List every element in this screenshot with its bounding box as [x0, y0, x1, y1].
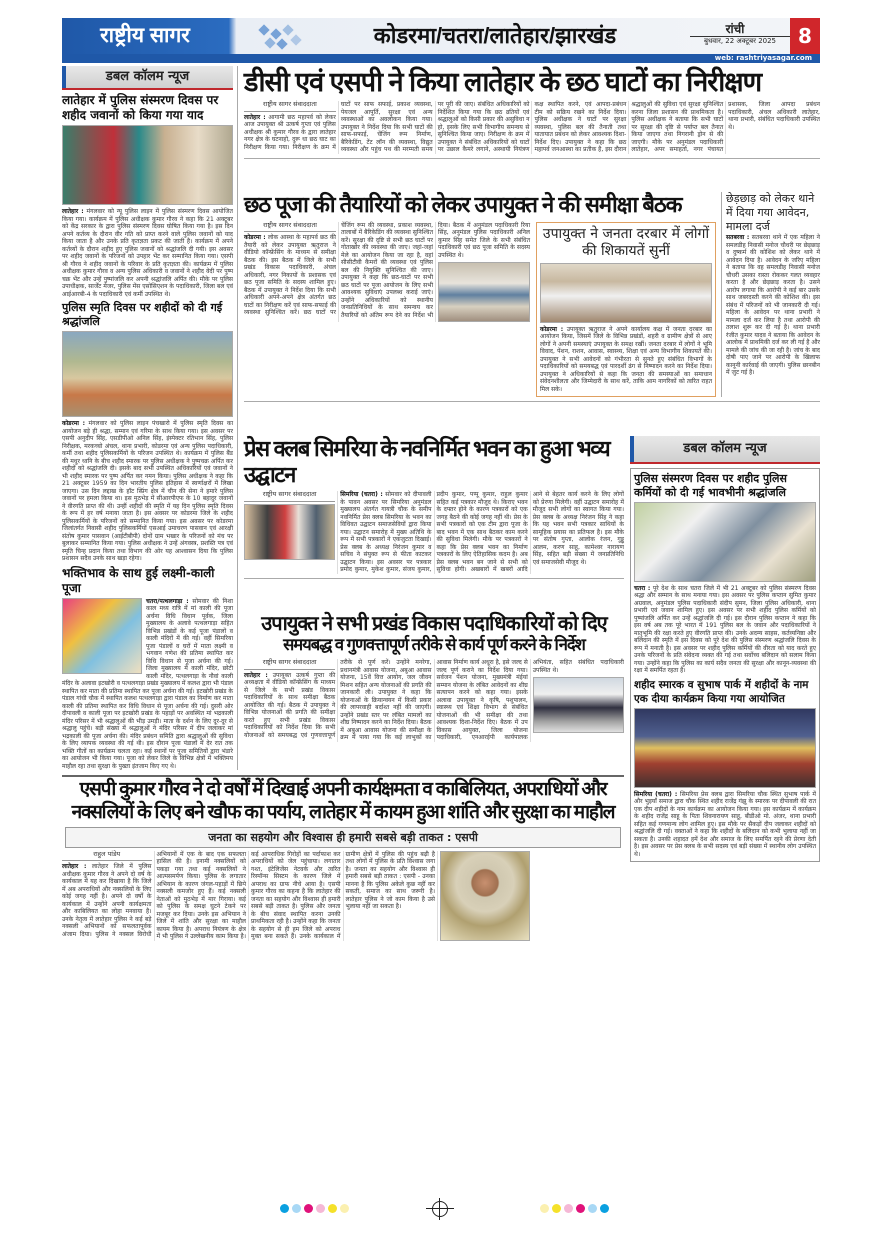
body-text: लातेहार जिले में पुलिस अधीक्षक कुमार गौरव ने अपने दो वर्ष के कार्यकाल में यह कर दिखाया है कि जिले में अब अपराधियों और नक्सलियों के लिए कोई जगह नहीं है। अपने दो वर्षों के कार्यकाल में उन्होंने अपनी कार्यक्षमता और काबिलियत का लोहा मनवाया है। उनके नेतृत्व में लातेहार पुलिस ने कई बड़े नक्सली अभियानों को सफलतापूर्वक अंजाम दिया। पुलिस ने नक्सल विरोधी अभियानों में एक के बाद एक सफलता हासिल की है। इनामी नक्सलियों को पकड़ा गया तथा कई नक्सलियों ने आत्मसमर्पण किया। पुलिस के लगातार अभियान के कारण जंगल-पहाड़ों में छिपे नक्सली कमजोर हुए हैं। कई नक्सली नेताओं को मुठभेड़ में मार गिराया। कई को पुलिस के समक्ष घुटने टेकने पर मजबूर कर दिया। उनके इस अभियान ने जिले में शांति और सुरक्षा का माहौल कायम किया है। अपराध नियंत्रण के क्षेत्र में भी पुलिस ने उल्लेखनीय काम किया है। कई आपराधिक गिरोहों का पर्दाफाश कर अपराधियों को जेल पहुंचाया। लगातार गश्त, इंटेलिजेंस नेटवर्क और त्वरित रिस्पॉन्स सिस्टम के कारण जिले में अपराध का ग्राफ नीचे आया है। एसपी कुमार गौरव का कहना है कि लातेहार की जनता का सहयोग और विश्वास ही हमारी सबसे बड़ी ताकत है। पुलिस और जनता के बीच संवाद स्थापित करना उनकी प्राथमिकता रही है। उन्होंने कहा कि जनता के सहयोग से ही हम जिले को अपराध मुक्त बना सकते हैं। उनके कार्यकाल में ग्रामीण क्षेत्रों में पुलिस की पहुंच बढ़ी है तथा लोगों में पुलिस के प्रति विश्वास जगा है। जनता का सहयोग और विश्वास ही हमारी सबसे बड़ी ताकत : एसपी - उनका मानना है कि पुलिस अकेले कुछ नहीं कर सकती, समाज का साथ जरूरी है। लातेहार पुलिस ने जो काम किया है उसे भुलाया नहीं जा सकता है। [62, 850, 435, 941]
article-body [244, 101, 820, 154]
subheadline: जनता का सहयोग और विश्वास ही हमारी सबसे बड़ी ताकत : एसपी [65, 827, 621, 848]
decorative-diamonds-icon [258, 24, 308, 50]
byline: राष्ट्रीय सागर संवाददाता [244, 222, 336, 233]
lead-headline: डीसी एवं एसपी ने किया लातेहार के छठ घाटों का निरीक्षण [244, 67, 762, 97]
sp-article [62, 775, 624, 941]
edition-city: रांची [725, 22, 745, 36]
body-text: सिमरिया प्रेस क्लब द्वारा सिमरिया चौक स्थित सुभाष पार्क में और भुइयाँ समाज द्वारा चौक स्थित शहीद राजेंद्र गंझू के स्मारक पर दीपावली की रात एक दीप शहीदों के नाम कार्यक्रम का आयोजन किया गया। इस कार्यक्रम में कार्यक्रम के शहीद राजेंद्र साहू के पिता शिवनारायण साहू, बीडीओ मो. अंजर, थाना प्रभारी सहित कई गणमान्य लोग शामिल हुए। इस मौके पर सैकड़ों दीप जलाकर शहीदों को श्रद्धांजलि दी गई। वक्ताओं ने कहा कि शहीदों के बलिदान को कभी भुलाया नहीं जा सकता है। उनकी शहादत हमें देश और समाज के लिए समर्पित रहने की प्रेरणा देती है। इस अवसर पर प्रेस क्लब के सभी सदस्य एवं बड़ी संख्या में स्थानीय लोग उपस्थित थे। [634, 790, 816, 858]
article-photo [62, 125, 233, 205]
article-headline: भक्तिभाव के साथ हुई लक्ष्मी-काली पूजा [62, 565, 215, 595]
article-photo [634, 708, 816, 788]
article-photo [62, 331, 233, 417]
body-text: सोमवार को दीपावली के पावन अवसर पर सिमरिया अनुमंडल मुख्यालय अंतर्गत गायत्री चौक के समीप नवनिर्मित प्रेस क्लब सिमरिया के भवन का विधिवत उद्घाटन समाजसेवियों द्वारा किया गया। उद्घाटन समारोह में मुख्य अतिथि के रूप में सभी पत्रकारों ने एकजुटता दिखाई। प्रेस क्लब के अध्यक्ष निरंजन कुमार व सचिव ने संयुक्त रूप से फीता काटकर उद्घाटन किया। इस अवसर पर पत्रकार प्रमोद कुमार, मुकेश कुमार, संजय कुमार, प्रदीप कुमार, पप्पू कुमार, राहुल कुमार सहित कई पत्रकार मौजूद थे। किराए भवन के दफ्तर होने के कारण पत्रकारों को एक जगह बैठने की कोई जगह नहीं थी। प्रेस के सभी पत्रकारों को एक टीम द्वारा पूजा के बाद भवन में एक साथ बैठकर काम करने की सुविधा मिलेगी। मौके पर पत्रकारों ने कहा कि प्रेस क्लब भवन का निर्माण पत्रकारों के लिए ऐतिहासिक कदम है। अब प्रेस क्लब भवन बन जाने से सभी को सुविधा होगी। अखबारों में खबरों आदि आने से बेहतर कार्य करने के लिए लोगों को प्रेरणा मिलेगी। वहीं उद्घाटन समारोह में मौजूद सभी लोगों का स्वागत किया गया। प्रेस क्लब के अध्यक्ष निरंजन सिंह ने कहा कि यह भवन सभी पत्रकार साथियों के सामूहिक प्रयास का प्रतिफल है। इस मौके पर संतोष गुप्ता, आलोक रंजन, गुड्डू आलम, करण साहू, कामेश्वर नारायण सिंह, सहित बड़ी संख्या में जनप्रतिनिधि एवं समाजसेवी मौजूद थे। [340, 491, 624, 574]
body-text: सोमवार की निशा काल मध्य रात्रि में मां काली की पूजा अर्चना विधि विधान पूर्वक, जिला मुख्यालय के अलावे पत्थलगाड़ा सहित विभिन्न प्रखंडों के कई पूजा पंडालों व काली मंदिरों में की गई। वहीं सिमरिया पूजा पंडालों व घरों में माता लक्ष्मी व भगवान गणेश की प्रतिमा स्थापित कर विधि विधान से पूजा अर्चना की गई। जिला मुख्यालय में काली मंदिर, छोटी काली मंदिर, पत्थलगाड़ा के नौवां काली मंदिर के अलावा इटखोरी व पत्थलगाड़ा प्रखंड मुख्यालय में कलश द्वारा भी पंडाल स्थापित कर माता की प्रतिमा स्थापित कर पूजा अर्चना की गई। इटखोरी प्रखंड के पंडाल गांधी चौक में स्थापित कलश पत्थलगाड़ा द्वारा पंडाल का निर्माण कर माता काली की प्रतिमा स्थापित कर विधि विधान से पूजा अर्चना की गई। दुसरी ओर दीपावली व काली पूजा पर इटखोरी प्रखंड के पहाड़ों पर अवस्थित मां भद्रकाली मंदिर परिसर में भी श्रद्धालुओं की भीड़ उमड़ी। माता के दर्शन के लिए दूर-दूर से श्रद्धालु पहुंचे। बड़ी संख्या में श्रद्धालुओं ने मंदिर परिसर में दीप जलाकर मां भद्रकाली की पूजा अर्चना की। मंदिर प्रबंधन समिति द्वारा श्रद्धालुओं की सुविधा के लिए व्यापक व्यवस्था की गई थी। इस दौरान पूजा पंडालों में देर रात तक भक्ति गीतों का कार्यक्रम चलता रहा। कई स्थानों पर पूजा समितियों द्वारा भंडारे का आयोजन भी किया गया। पूजा को लेकर जिले के विभिन्न क्षेत्रों में भक्तिमय माहौल रहा तथा सुरक्षा के पुख्ता इंतजाम किए गए थे। [62, 597, 233, 770]
color-registration-dot [340, 1204, 349, 1213]
article-photo [244, 504, 335, 560]
website-link[interactable]: web: rashtriyasagar.com [62, 54, 820, 63]
lead-article [244, 66, 820, 159]
double-column-banner: डबल कॉलम न्यूज [62, 66, 233, 90]
section-title: कोडरमा/चतरा/लातेहार/झारखंड [373, 23, 617, 48]
body-text: उपायुक्त ऋतुराज ने अपने कार्यालय कक्ष में जनता दरबार का आयोजन किया, जिसमें जिले के विभिन्न प्रखंडों, शहरी व ग्रामीण क्षेत्रों से आए लोगों ने अपनी समस्याएं उपायुक्त के समक्ष रखीं। जनता दरबार में लोगों ने भूमि विवाद, पेंशन, राशन, आवास, स्वास्थ्य, शिक्षा एवं अन्य विभागीय शिकायतें की। उपायुक्त ने सभी आवेदनों को गंभीरता से सुनते हुए संबंधित विभागों के पदाधिकारियों को समयबद्ध एवं पारदर्शी ढंग से निष्पादन करने का निर्देश दिया। उपायुक्त ने अधिकारियों से कहा कि जनता की समस्याओं का समाधान संवेदनशीलता और जिम्मेदारी के साथ करें, ताकि आम नागरिकों को त्वरित राहत मिल सके। [540, 325, 712, 393]
article-headline: पुलिस संस्मरण दिवस पर शहीद पुलिस कर्मियों को दी गई भावभीनी श्रद्धांजलि [634, 471, 787, 499]
article-photo [540, 263, 712, 323]
color-registration-dot [280, 1204, 289, 1213]
article-photo [634, 502, 816, 582]
crosshair-line [439, 1198, 440, 1220]
lead-headline-line-1: एसपी कुमार गौरव ने दो वर्षों में दिखाई अपनी कार्यक्षमता व काबिलियत, अपराधियों और [79, 779, 607, 800]
article-headline: छेड़छाड़ को लेकर थाने में दिया गया आवेदन, मामला दर्ज [726, 192, 815, 234]
byline: राहुल पांडेय [62, 851, 152, 862]
dateline: कोडरमा : [62, 420, 86, 427]
dateline: चतरा/पत्थलगाड़ा : [146, 597, 189, 605]
page-number: 8 [790, 18, 820, 54]
dateline: लातेहार : [62, 863, 87, 871]
sp-portrait-photo [440, 851, 530, 941]
article-photo [438, 262, 530, 322]
press-club-article [244, 436, 624, 579]
article-body [62, 420, 233, 563]
color-registration-dot [540, 1204, 549, 1213]
chhath-article [244, 192, 716, 397]
article-body [62, 598, 233, 771]
boxed-article [536, 222, 716, 398]
color-registration-dot [588, 1204, 597, 1213]
boxed-headline: उपायुक्त ने जनता दरबार में लोगों की शिकायतें सुनीं [542, 225, 710, 259]
body-text: सतबरवा थाने में एक महिला ने समलडीह निवासी मनोज चौधरी पर छेड़छाड़ व दुष्कर्म की कोशिश को लेकर थाने में आवेदन दिया है। आवेदन के जरिए महिला ने बताया कि वह समलडीह निवासी मनोज चौधरी उसका रास्ता रोककर गलत व्यवहार करता है और छेड़छाड़ करता है। उसने आरोप लगाया कि आरोपी ने कई बार उसके साथ जबरदस्ती करने की कोशिश की। इस संबंध में परिजनों को भी जानकारी दी गई। महिला के आवेदन पर थाना प्रभारी ने मामला दर्ज कर लिया है तथा आरोपी की तलाश शुरू कर दी गई है। थाना प्रभारी रंजीत कुमार यादव ने बताया कि आवेदन के आलोक में प्राथमिकी दर्ज कर ली गई है और मामले की जांच की जा रही है। जांच के बाद दोषी पाए जाने पर आरोपी के खिलाफ कानूनी कार्रवाई की जाएगी। पुलिस छानबीन में जुट गई है। [726, 234, 820, 377]
newspaper-logo: राष्ट्रीय सागर [100, 24, 190, 47]
body-text: आगामी छठ महापर्व को लेकर आज उपायुक्त श्री उत्कर्ष गुप्ता एवं पुलिस अधीक्षक श्री कुमार गौरव के द्वारा लातेहार नगर क्षेत्र के घटनाहो, दुरू धा छठ घाट का निरीक्षण किया गया। निरीक्षण के क्रम में घाटों पर साफ सफाई, प्रकाश व्यवस्था, पेयजल आपूर्ति, सुरक्षा एवं अन्य व्यवस्थाओं का अवलोकन किया गया। उपायुक्त ने निर्देश दिया कि सभी घाटों की साफ-सफाई, चेंजिंग रूम निर्माण, बैरिकेडिंग, टेंट लॉन की व्यवस्था, विद्युत व्यवस्था और पहुंच पथ की मरम्मती समय पर पूरी की जाए। संबंधित अधिकारियों को निर्देशित किया गया कि छठ व्रतियों एवं श्रद्धालुओं को किसी प्रकार की असुविधा न हो, इसके लिए सभी विभागीय समन्वय से सुनिश्चित किया जाए। निरीक्षण के क्रम में उपायुक्त ने संबंधित अधिकारियों को घाटों पर उछाल कैमरे लगाने, अस्थायी नियंत्रण कक्ष स्थापित करने, एवं आपदा-प्रबंधन टीम को सक्रिय रखने का निर्देश दिया। पुलिस अधीक्षक ने घाटों पर सुरक्षा व्यवस्था, पुलिस बल की तैनाती तथा यातायात प्रबंधन को लेकर आवश्यक दिशा-निर्देश दिए। उपायुक्त ने कहा कि छठ महापर्व जनआस्था का प्रतीक है, इस दौरान श्रद्धालुओं की सुविधा एवं सुरक्षा सुनिश्चित करना जिला प्रशासन की प्राथमिकता है। पुलिस अधीक्षक ने बताया कि सभी घाटों पर सुरक्षा की दृष्टि से पर्याप्त बल तैनात किया जाएगा तथा निगरानी ड्रोन से की जाएगी। मौके पर अनुमंडल पदाधिकारी लातेहार, अपर समाहर्ता, नगर पंचायत प्रशासक, जिला आपदा प्रबंधन पदाधिकारी, अंचल अधिकारी लातेहार, थाना प्रभारी, संबंधित पदाधिकारी उपस्थित थे। [244, 101, 820, 154]
byline: राष्ट्रीय सागर संवाददाता [244, 659, 335, 670]
dateline: लातेहार : [62, 208, 84, 215]
color-registration-dot [328, 1204, 337, 1213]
dateline: सतबरवा : [726, 234, 750, 242]
article-body [540, 326, 712, 394]
article-headline: शहीद स्मारक व सुभाष पार्क में शहीदों के नाम एक दीया कार्यक्रम किया गया आयोजित [634, 678, 809, 705]
article-body [244, 659, 624, 742]
article-headline-line-2: समयबद्ध व गुणवत्तापूर्ण तरीके से कार्य पूर्ण करने के निर्देश [283, 636, 585, 655]
article-photo [62, 598, 142, 674]
article-headline: छठ पूजा की तैयारियों को लेकर उपायुक्त ने की समीक्षा बैठक [244, 192, 682, 218]
dateline: सिमरिया (चतरा) : [340, 491, 383, 499]
double-column-banner: डबल कॉलम न्यूज [630, 436, 820, 464]
article-body [726, 234, 820, 377]
byline: राष्ट्रीय सागर संवाददाता [244, 491, 335, 502]
article-headline-line-1: उपायुक्त ने सभी प्रखंड विकास पदाधिकारियों को दिए [261, 613, 607, 636]
dateline: लातेहार : [244, 113, 266, 121]
lead-headline-line-2: नक्सलियों के लिए बने खौफ का पर्याय, लातेहार में कायम हुआ शांति और सुरक्षा का माहौल [71, 801, 615, 823]
article-headline: प्रेस क्लब सिमरिया के नवनिर्मित भवन का हुआ भव्य उद्घाटन [244, 435, 610, 487]
color-registration-dot [564, 1204, 573, 1213]
dateline: कोडरमा : [244, 234, 266, 242]
article-body [244, 491, 624, 574]
chhath-row [244, 222, 716, 398]
dateline: सिमरिया (चतरा) : [634, 790, 678, 798]
crosshair-line [426, 1208, 454, 1209]
body-text: मंगलवार को न्यू पुलिस लाइन में पुलिस संस्मरण दिवस आयोजित किया गया। कार्यक्रम में पुलिस अधीक्षक कुमार गौरव ने कहा कि 21 अक्टूबर को केंद्र सरकार के द्वारा पुलिस संस्मरण दिवस घोषित किया गया है। इस दिन अपने कर्तव्य के दौरान वीर गति को प्राप्त करने वाले पुलिस जवानों को याद किया जाता है और उनके प्रति कृतज्ञता प्रकट की जाती है। कार्यक्रम में अपने कर्तव्यों के दौरान शहीद हुए पुलिस जवानों को श्रद्धांजलि दी गयी। इस अवसर पर शहीद जवानों के परिजनों को उपहार भेंट कर सम्मानित किया गया। एसपी श्री गौरव ने शहीद जवानों के परिवार के प्रति कृतज्ञता की। कार्यक्रम में पुलिस अधीक्षक कुमार गौरव व अन्य पुलिस अधिकारी व जवानों ने शहीद वेदी पर पुष्प चक्र भेंट और उन्हें पुष्पांजलि कर अपनी श्रद्धांजलि अर्पित की। मौके पर पुलिस उपाधीक्षक, सार्जेंट मेजर, पुलिस मेंस एसोसिएशन के पदाधिकारी, जिला बल एवं आईआरबी-4 के पदाधिकारी एवं कर्मी उपस्थित थे। [62, 208, 233, 298]
article-body [62, 208, 233, 298]
dateline: चतरा : [634, 584, 651, 592]
body-text: उपायुक्त उत्कर्ष गुप्ता की अध्यक्षता में वीडियो कॉन्फ्रेंसिंग के माध्यम से जिले के सभी प्रखंड विकास पदाधिकारियों के साथ समीक्षा बैठक आयोजित की गई। बैठक में उपायुक्त ने विभिन्न योजनाओं की प्रगति की समीक्षा करते हुए सभी प्रखंड विकास पदाधिकारियों को निर्देश दिया कि सभी योजनाओं को समयबद्ध एवं गुणवत्तापूर्ण तरीके से पूर्ण करें। उन्होंने मनरेगा, प्रधानमंत्री आवास योजना, अबुआ आवास योजना, 15वें वित्त आयोग, जल जीवन मिशन सहित अन्य योजनाओं की प्रगति की जानकारी ली। उपायुक्त ने कहा कि योजनाओं के क्रियान्वयन में किसी प्रकार की लापरवाही बर्दाश्त नहीं की जाएगी। उन्होंने प्रखंड स्तर पर लंबित मामलों का शीघ्र निष्पादन करने का निर्देश दिया। बैठक में अबुआ आवास योजना की समीक्षा के क्रम में पाया गया कि कई लाभुकों का आवास निर्माण कार्य अधूरा है, इसे जल्द से जल्द पूर्ण कराने का निर्देश दिया गया। सर्वजन पेंशन योजना, मुख्यमंत्री मंईयां सम्मान योजना के लंबित आवेदनों का शीघ्र सत्यापन करने को कहा गया। इसके अलावा उपायुक्त ने कृषि, पशुपालन, स्वास्थ्य एवं शिक्षा विभाग से संबंधित योजनाओं की भी समीक्षा की तथा आवश्यक दिशा-निर्देश दिए। बैठक में उप विकास आयुक्त, जिला योजना पदाधिकारी, एनआरईपी कार्यपालक अभियंता, सहित संबंधित पदाधिकारी उपस्थित थे। [244, 659, 624, 742]
dateline: कोडरमा : [540, 325, 564, 333]
color-registration-dot [552, 1204, 561, 1213]
boxed-article [630, 468, 820, 863]
color-registration-dot [316, 1204, 325, 1213]
bdo-article [244, 612, 624, 741]
article-body [634, 585, 816, 675]
right-column [630, 436, 820, 863]
article-headline: लातेहार में पुलिस संस्मरण दिवस पर शहीद जवानों को किया गया याद [62, 93, 219, 122]
left-column [62, 66, 238, 770]
color-registration-dot [576, 1204, 585, 1213]
color-registration-dot [292, 1204, 301, 1213]
color-registration-dot [600, 1204, 609, 1213]
article-photo [533, 677, 624, 733]
crosshair-registration-icon [432, 1201, 448, 1217]
body-text: पूरे देश के साथ चतरा जिले में भी 21 अक्टूबर को पुलिस संस्मरण दिवस श्रद्धा और सम्मान के साथ मनाया गया। इस अवसर पर पुलिस कप्तान सुमित कुमार अग्रवाल, अनुमंडल पुलिस पदाधिकारी संदीप सुमन, जिला पुलिस अधिकारी, थाना प्रभारी एवं जवान शामिल हुए। इस अवसर पर सभी शहीद पुलिस कर्मियों को पुष्पांजलि अर्पित कर उन्हें श्रद्धांजलि दी गई। इस दौरान पुलिस कप्तान ने कहा कि इस वर्ष अब तक पूरे भारत में 191 पुलिस बल के जवान और पदाधिकारियों ने मातृभूमि की रक्षा करते हुए वीरगति प्राप्त की। उनके अदम्य साहस, कर्तव्यनिष्ठा और बलिदान की स्मृति में इस दिवस को पूरे देश की पुलिस संस्मरण श्रद्धांजलि दिवस के रूप में मनाती है। इस अवसर पर शहीद पुलिस कर्मियों की वीरता को याद करते हुए उनके परिजनों के प्रति संवेदना व्यक्त की गई तथा सर्वोच्च बलिदान को सलाम किया गया। उन्होंने कहा कि पुलिस का कार्य सदैव जनता की सुरक्षा और कानून-व्यवस्था की रक्षा में समर्पित रहता है। [634, 584, 816, 675]
chhath-section [244, 192, 820, 402]
article-body [244, 222, 530, 323]
edition-date: बुधवार, 22 अक्टूबर 2025 [690, 36, 790, 46]
page-grid [62, 66, 820, 941]
article-body [634, 791, 816, 859]
article-body [62, 851, 624, 941]
article-headline: पुलिस स्मृति दिवस पर शहीदों को दी गई श्रद्धांजलि [62, 301, 223, 328]
side-article [721, 192, 820, 397]
byline: राष्ट्रीय सागर संवाददाता [244, 101, 336, 112]
body-text: मंगलवार को पुलिस लाइन पंचखारो में पुलिस स्मृति दिवस का आयोजन बड़े ही श्रद्धा, सम्मान एवं गरिमा के साथ किया गया। इस अवसर पर एसपी अनुदीप सिंह, एसडीपीओ अनिल सिंह, इंस्पेक्टर रतिभान सिंह, पुलिस निरीक्षक, मरकच्चो अंचल, थाना प्रभारी, कोडरमा एवं अन्य पुलिस पदाधिकारी, कर्मी तथा शहीद पुलिसकर्मियों के परिजन उपस्थित थे। कार्यक्रम में पुलिस बैंड की मधुर ध्वनि के बीच शहीद स्मारक पर पुलिस अधीक्षक ने पुष्पचक्र अर्पित कर शहीदों को श्रद्धांजलि दी। इसके बाद सभी उपस्थित अधिकारियों एवं जवानों ने भी शहीद स्मारक पर पुष्प अर्पित कर नमन किया। पुलिस अधीक्षक ने कहा कि 21 अक्टूबर 1959 का दिन भारतीय पुलिस इतिहास में स्वर्णाक्षरों में लिखा जाएगा। उस दिन लद्दाख के हॉट स्प्रिंग क्षेत्र में चीन की सेना ने हमारे पुलिस जवानों पर हमला किया था। इस मुठभेड़ में सीआरपीएफ के 10 बहादुर जवानों ने वीरगति प्राप्त की थी। उन्हीं शहीदों की स्मृति में यह दिन पुलिस स्मृति दिवस के रूप में हर वर्ष मनाया जाता है। इस अवसर पर कोडरमा जिले के शहीद पुलिसकर्मियों के परिजनों को सम्मानित किया गया। इस अवसर पर कोडरमा जिलांतर्गत निवासी शहीद पुलिसकर्मियों एसआई उमाचरण पासवान एवं आरक्षी संतोष कुमार पासवान (आईटीबीपी) दोनों ग्राम भखार के परिजनों को मंच पर बुलाकर सम्मानित किया गया। पुलिस अधीक्षक ने उन्हें अंगवस्त्र, प्रशस्ति पत्र एवं स्मृति चिन्ह प्रदान किया तथा विभाग की ओर यह आश्वासन दिया कि पुलिस प्रशासन सदैव उनके साथ खड़ा रहेगा। [62, 420, 233, 562]
color-registration-dot [304, 1204, 313, 1213]
body-text: लोक आस्था के महापर्व छठ की तैयारी को लेकर उपायुक्त ऋतुराज ने वीडियो कॉन्फ्रेंसिंग के माध्यम से समीक्षा बैठक की। इस बैठक में जिले के सभी प्रखंड विकास पदाधिकारी, अंचल अधिकारी, नगर निकायों के प्रशासक एवं छठ पूजा समिति के सदस्य शामिल हुए। बैठक में उपायुक्त ने निर्देश दिया कि सभी अधिकारी अपने-अपने क्षेत्र अंतर्गत छठ घाटों का निरीक्षण करें एवं साफ-सफाई की व्यवस्था सुनिश्चित करें। छठ घाटों पर चेंजिंग रूम की व्यवस्था, प्रकाश व्यवस्था, तालाबों में बैरिकेडिंग की व्यवस्था सुनिश्चित करें। सुरक्षा की दृष्टि से सभी छठ घाटों पर गोताखोर की व्यवस्था की जाए। जहां-जहां मेले का आयोजन किया जा रहा है, वहां सीसीटीवी कैमरों की व्यवस्था एवं पुलिस बल की नियुक्ति सुनिश्चित की जाए। उपायुक्त ने कहा कि छठ-घाटों पर सभी छठ घाटों पर पूजा आयोजन के लिए सभी आवश्यक सुविधाएं उपलब्ध कराई जाएं। उन्होंने अधिकारियों को स्थानीय जनप्रतिनिधियों के साथ समन्वय कर तैयारियों को अंतिम रूप देने का निर्देश भी दिया। बैठक में अनुमंडल पदाधिकारी रिया सिंह, अनुमंडल पुलिस पदाधिकारी अनिल कुमार सिंह समेत जिले के सभी संबंधित पदाधिकारी एवं छठ पूजा समिति के सदस्य उपस्थित थे। [244, 221, 530, 319]
dateline: लातेहार : [244, 671, 268, 679]
